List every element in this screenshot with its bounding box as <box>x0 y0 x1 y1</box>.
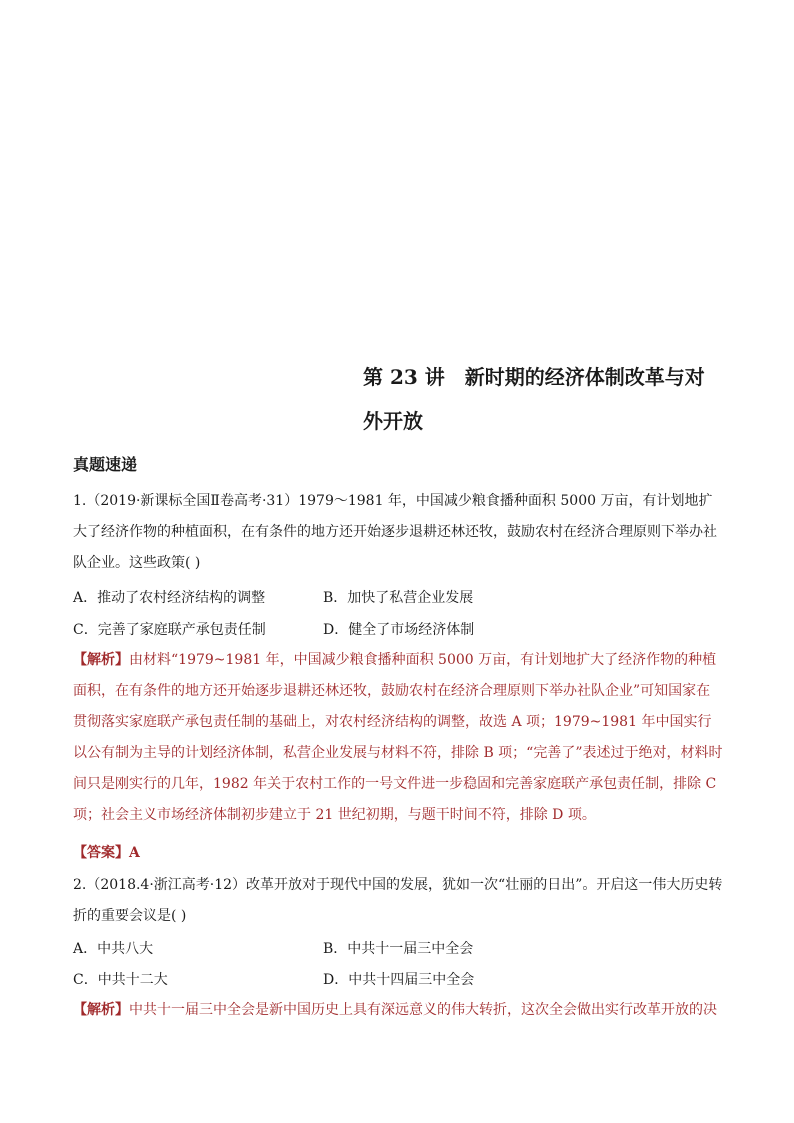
question-1-answer <box>73 838 723 869</box>
lecture-title-line-2: 外开放 <box>363 409 423 433</box>
analysis-text: 中共十一届三中全会是新中国历史上具有深远意义的伟大转折，这次全会做出实行改革开放的决 <box>129 1002 717 1018</box>
question-1-option-c: C．完善了家庭联产承包责任制 <box>73 622 266 638</box>
lecture-title-line-1: 第 23 讲 新时期的经济体制改革与对 <box>363 365 705 389</box>
question-2-option-b: B．中共十一届三中全会 <box>323 941 474 957</box>
section-heading: 真题速递 <box>73 455 138 474</box>
question-2-option-d: D．中共十四届三中全会 <box>323 972 475 988</box>
question-1-option-b: B．加快了私营企业发展 <box>323 590 474 606</box>
question-1-analysis <box>73 645 723 831</box>
question-2-option-c: C．中共十二大 <box>73 972 168 988</box>
analysis-text: 由材料“1979~1981 年，中国减少粮食播种面积 5000 万亩，有计划地扩大了经济作物的种植面积，在有条件的地方还开始逐步退耕还林还牧，鼓励农村在经济合理原则下举办社队企业”可知国家在贯彻落实家庭联产承包责任制的基础上，对农村经济结构的调整，故选 A 项；1979~1981 年中国实行以公有制为主导的计划经济体制，私营企业发展与材料不符，排除 B 项；“完善了”表述过于绝对，材料时间只是刚实行的几年，1982 年关于农村工作的一号文件进一步稳固和完善家庭联产承包责任制，排除 C 项；社会主义市场经济体制初步建立于 21 世纪初期，与题干时间不符，排除 D 项。 <box>73 652 723 823</box>
analysis-tag: 【解析】 <box>73 1002 129 1018</box>
answer-tag: 【答案】 <box>73 845 129 861</box>
question-2-option-a: A．中共八大 <box>73 941 154 957</box>
answer-value: A <box>129 845 140 861</box>
analysis-tag: 【解析】 <box>73 652 129 668</box>
question-1-stem: 1.（2019·新课标全国Ⅱ卷高考·31）1979～1981 年，中国减少粮食播种面积 5000 万亩，有计划地扩大了经济作物的种植面积，在有条件的地方还开始逐步退耕还林还牧，鼓励农村在经济合理原则下举办社队企业。这些政策( ) <box>73 493 717 571</box>
question-1-option-a: A．推动了农村经济结构的调整 <box>73 590 266 606</box>
question-2-analysis <box>73 995 723 1026</box>
question-1-option-d: D．健全了市场经济体制 <box>323 622 475 638</box>
question-2-stem: 2.（2018.4·浙江高考·12）改革开放对于现代中国的发展，犹如一次“壮丽的日出”。开启这一伟大历史转折的重要会议是( ) <box>73 877 723 924</box>
